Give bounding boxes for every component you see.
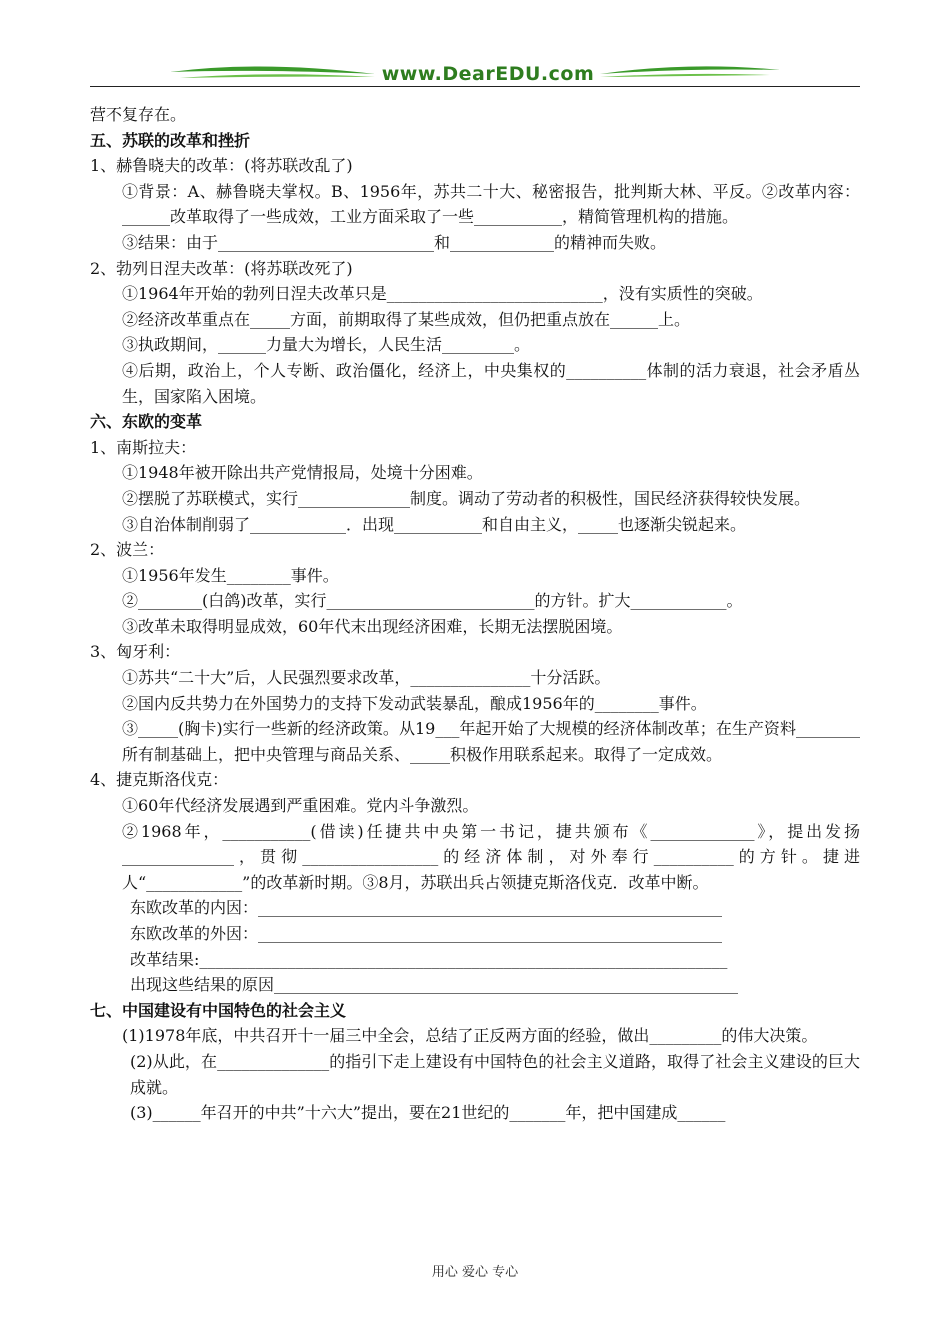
paragraph: ②1968年，___________(借读)任捷共中央第一书记，捷共颁布《_____________》，提出发扬______________，贯彻_________________的经济体制，对外奉行__________的方针。捷进人“____________”的改革新时期。③8月，苏联出兵占领捷克斯洛伐克．改革中断。 [122, 821, 860, 892]
document-body [90, 102, 860, 1126]
paragraph: (2)从此，在______________的指引下走上建设有中国特色的社会主义道路，取得了社会主义建设的巨大成就。 [130, 1051, 860, 1097]
subheading: 4、捷克斯洛伐克： [90, 770, 229, 790]
paragraph: 营不复存在。 [90, 105, 187, 124]
paragraph: 出现这些结果的原因__________________________________________________________ [130, 975, 739, 995]
subheading: 1、赫鲁晓夫的改革：(将苏联改乱了) [90, 156, 353, 176]
paragraph: ②________(白鸽)改革，实行__________________________的方针。扩大____________。 [122, 591, 743, 611]
header-divider [90, 86, 860, 87]
paragraph: ②经济改革重点在_____方面，前期取得了某些成效，但仍把重点放在______上。 [122, 309, 691, 329]
site-brand: www.DearEDU.com [381, 63, 595, 85]
paragraph: (1)1978年底，中共召开十一届三中全会，总结了正反两方面的经验，做出_________的伟大决策。 [122, 1026, 818, 1046]
paragraph: ②国内反共势力在外国势力的支持下发动武装暴乱，酿成1956年的________事件。 [122, 693, 707, 713]
section-heading: 五、苏联的改革和挫折 [90, 130, 251, 150]
paragraph: ①60年代经济发展遇到严重困难。党内斗争激烈。 [122, 796, 479, 816]
subheading: 1、南斯拉夫： [90, 437, 197, 457]
paragraph: ②摆脱了苏联模式，实行______________制度。调动了劳动者的积极性，国民经济获得较快发展。 [122, 488, 811, 508]
paragraph: ③_____(胸卡)实行一些新的经济政策。从19___年起开始了大规模的经济体制改革；在生产资料________所有制基础上，把中央管理与商品关系、_____积极作用联系起来。取得了一定成效。 [122, 719, 860, 764]
section-heading: 七、中国建设有中国特色的社会主义 [90, 1000, 347, 1020]
paragraph: ①1948年被开除出共产党情报局，处境十分困难。 [122, 463, 483, 483]
paragraph: ①1956年发生________事件。 [122, 565, 339, 585]
paragraph: 东欧改革的内因：__________________________________________________________ [130, 898, 723, 918]
section-heading: 六、东欧的变革 [90, 412, 203, 432]
paragraph: ①背景：A、赫鲁晓夫掌权。B、1956年，苏共二十大、秘密报告，批判斯大林、平反。②改革内容：______改革取得了一些成效，工业方面采取了一些___________，精简管理机构的措施。 [122, 181, 860, 227]
paragraph: ③自治体制削弱了____________．出现___________和自由主义，_____也逐渐尖锐起来。 [122, 514, 747, 534]
paragraph: ①苏共“二十大”后，人民强烈要求改革，_______________十分活跃。 [122, 668, 611, 688]
paragraph: ③执政期间，______力量大为增长，人民生活_________。 [122, 335, 531, 355]
paragraph: 东欧改革的外因：__________________________________________________________ [130, 924, 723, 943]
paragraph: ③结果：由于___________________________和_____________的精神而失败。 [122, 232, 667, 252]
paragraph: ①1964年开始的勃列日涅夫改革只是___________________________，没有实质性的突破。 [122, 284, 763, 304]
subheading: 2、波兰： [90, 540, 165, 560]
paragraph: 改革结果:__________________________________________________________________ [130, 949, 728, 969]
subheading: 2、勃列日涅夫改革：(将苏联改死了) [90, 258, 353, 278]
page-footer: 用心 爱心 专心 [431, 1265, 519, 1280]
paragraph: ③改革未取得明显成效，60年代末出现经济困难，长期无法摆脱困境。 [122, 616, 623, 636]
subheading: 3、匈牙利： [90, 642, 181, 662]
page-header [90, 58, 860, 94]
paragraph: ④后期，政治上，个人专断、政治僵化，经济上，中央集权的__________体制的活力衰退，社会矛盾丛生，国家陷入困境。 [122, 360, 860, 406]
paragraph: (3)______年召开的中共”十六大”提出，要在21世纪的_______年，把中国建成______ [130, 1103, 726, 1123]
